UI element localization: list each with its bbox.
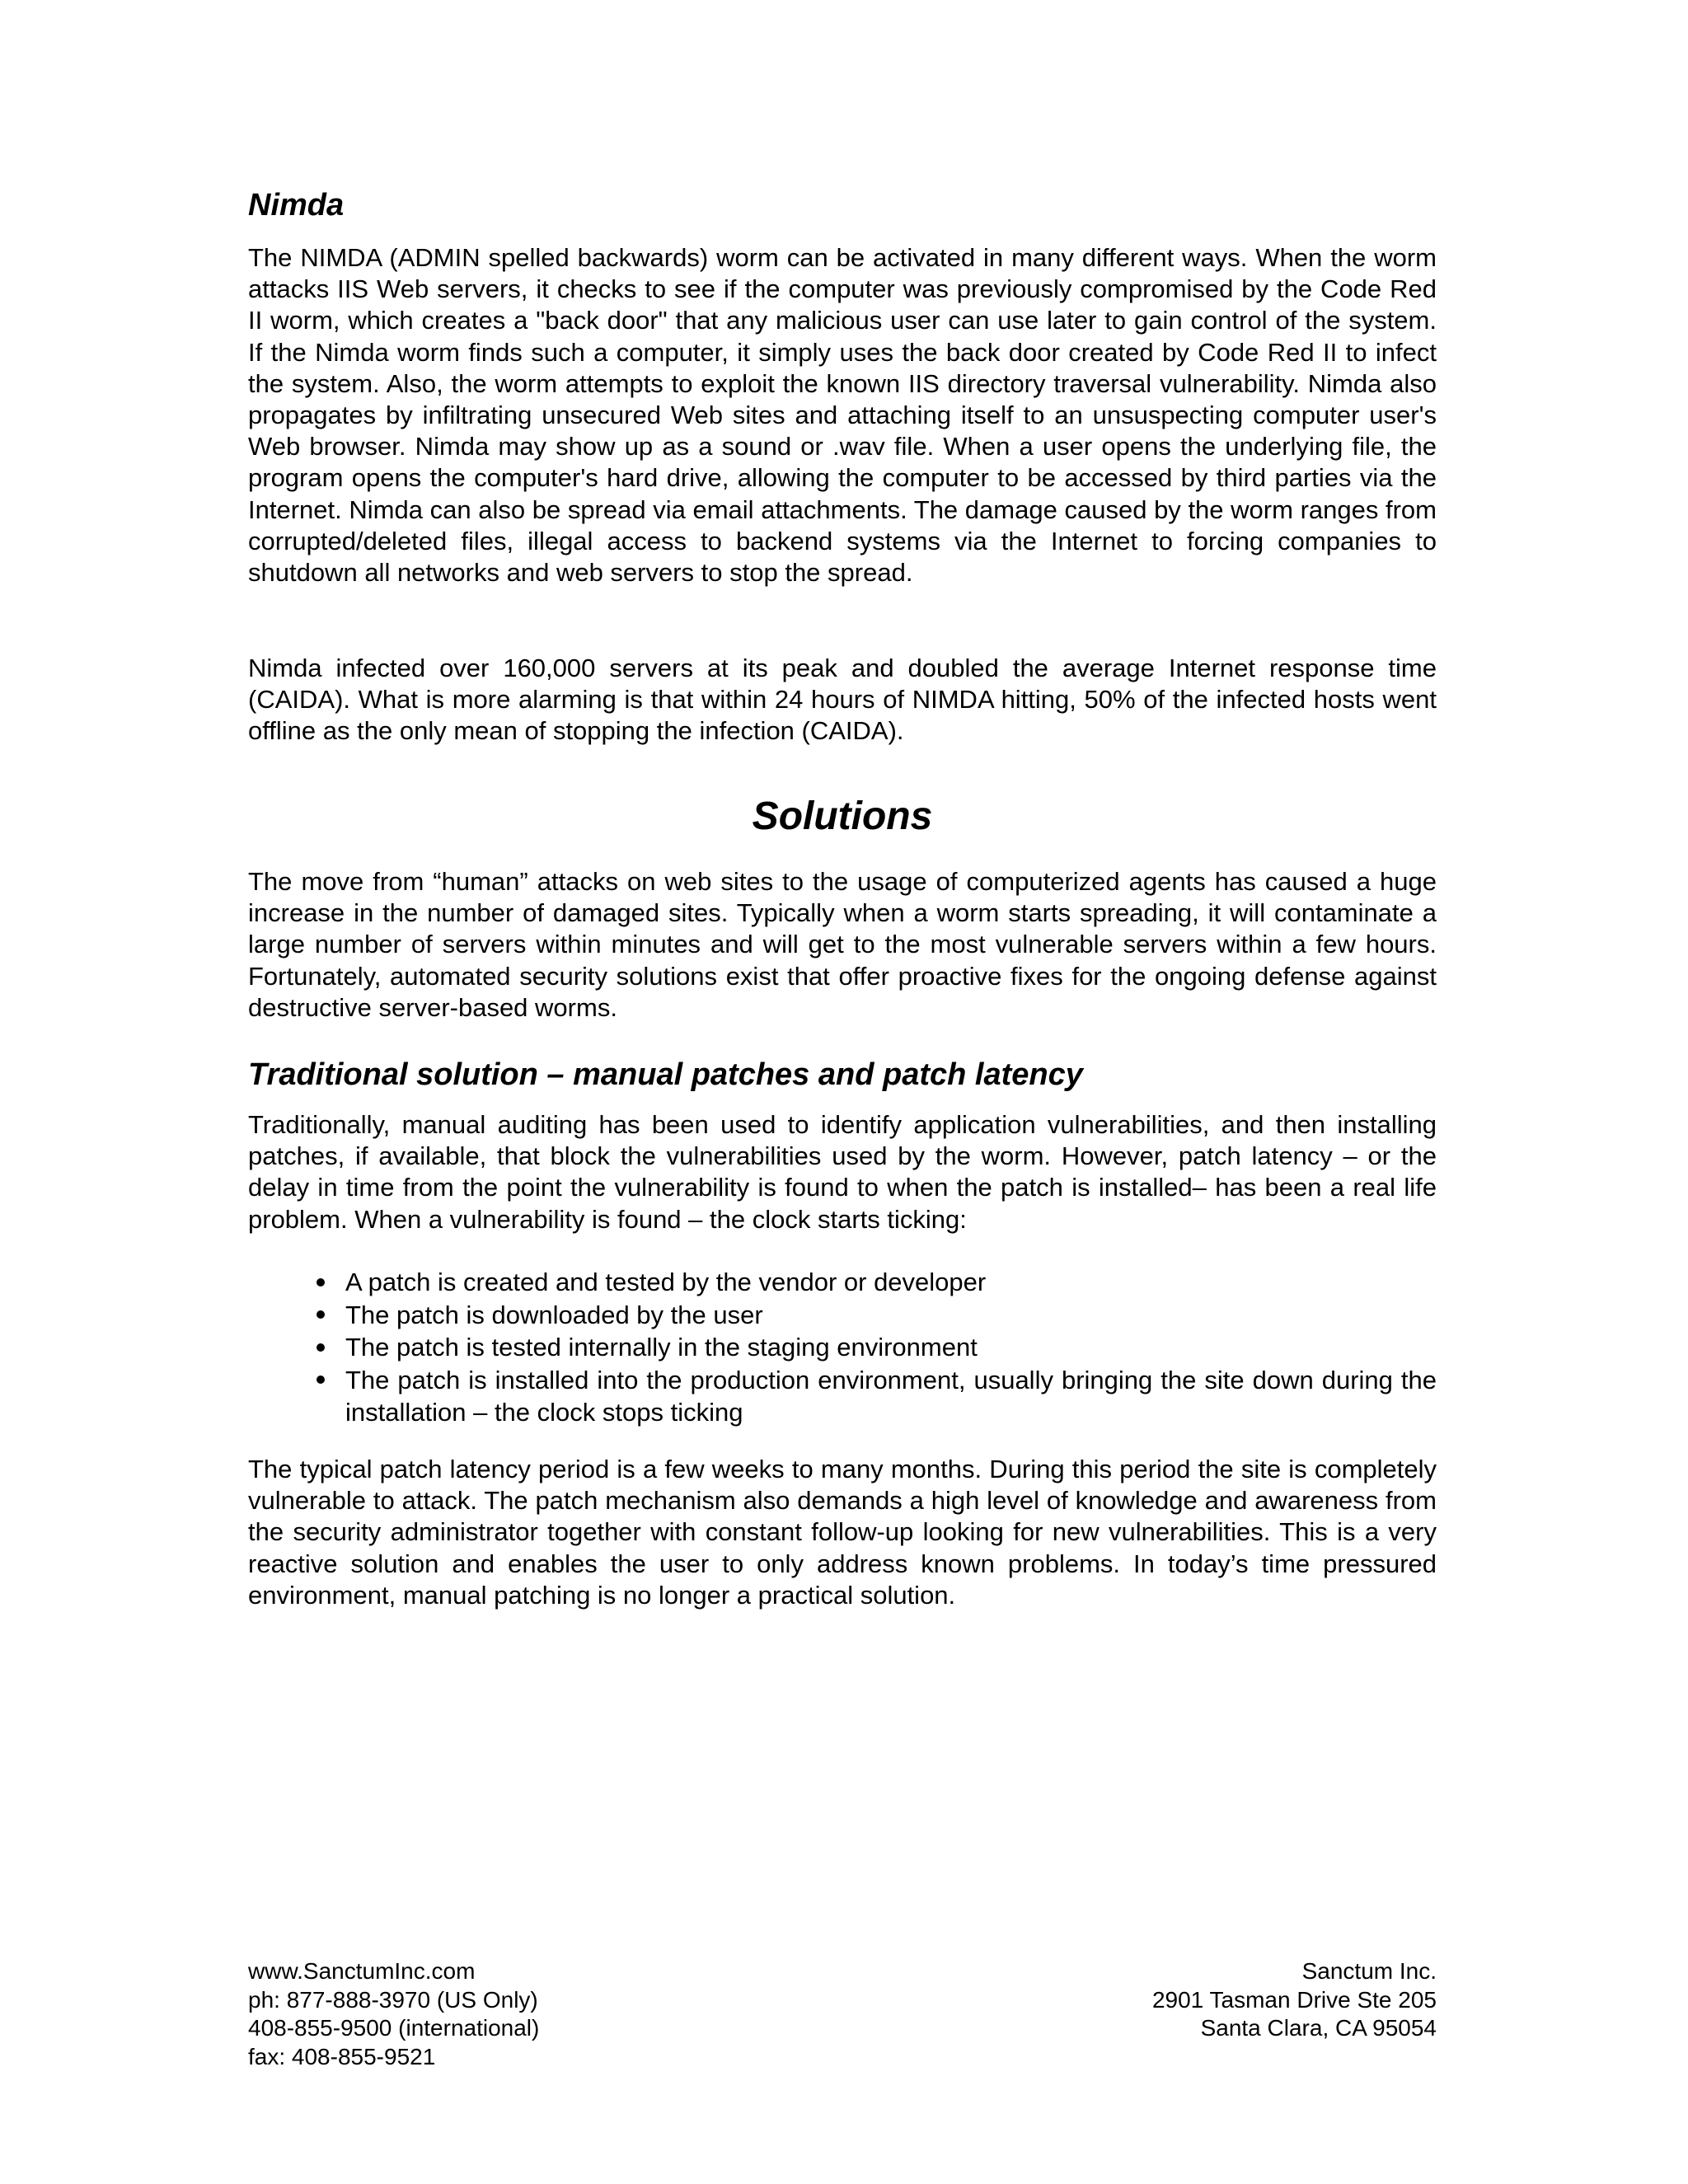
footer-contact bbox=[248, 1957, 539, 2071]
footer-fax: fax: 408-855-9521 bbox=[248, 2043, 436, 2069]
footer-address bbox=[1152, 1957, 1437, 2043]
footer-phone-international: 408-855-9500 (international) bbox=[248, 2015, 540, 2041]
bullet-icon bbox=[312, 1331, 329, 1364]
solutions-intro-paragraph: The move from “human” attacks on web sites to the usage of computerized agents has caused a huge increase in the number of damaged sites. Typically when a worm starts spreading, it will contaminate a large number of servers within minutes and will get to the most vulnerable servers within a few hours. Fortunately, automated security solutions exist that offer proactive fixes for the ongoing defense against destructive server-based worms. bbox=[248, 867, 1437, 1022]
list-item bbox=[248, 1331, 1437, 1364]
list-item-text: The patch is tested internally in the staging environment bbox=[345, 1333, 978, 1361]
traditional-paragraph-1: Traditionally, manual auditing has been used to identify application vulnerabilities, and then installing patches, if available, that block the vulnerabilities used by the worm. However, patch latency – or the delay in time from the point the vulnerability is found to when the patch is installed– has been a real life problem. When a vulnerability is found – the clock starts ticking: bbox=[248, 1110, 1437, 1234]
list-item-text: The patch is installed into the production environment, usually bringing the site down during the installation – the clock stops ticking bbox=[345, 1365, 1437, 1427]
list-item bbox=[248, 1299, 1437, 1332]
footer-street-address: 2901 Tasman Drive Ste 205 bbox=[1151, 1986, 1437, 2013]
bullet-icon bbox=[312, 1299, 329, 1332]
patch-steps-list bbox=[248, 1266, 1437, 1429]
footer-website-link[interactable]: www.SanctumInc.com bbox=[248, 1958, 476, 1984]
nimda-paragraph-2: Nimda infected over 160,000 servers at its peak and doubled the average Internet response time (CAIDA). What is more alarming is that within 24 hours of NIMDA hitting, 50% of the infected hosts went offline as the only mean of stopping the infection (CAIDA). bbox=[248, 654, 1437, 746]
section-heading-traditional-solution: Traditional solution – manual patches and patch latency bbox=[248, 1057, 1083, 1092]
footer-company-name: Sanctum Inc. bbox=[1301, 1958, 1437, 1984]
footer-city-state-zip: Santa Clara, CA 95054 bbox=[1200, 2015, 1437, 2041]
traditional-paragraph-2: The typical patch latency period is a few weeks to many months. During this period the site is completely vulnerable to attack. The patch mechanism also demands a high level of knowledge and awareness from the security administrator together with constant follow-up looking for new vulnerabilities. This is a very reactive solution and enables the user to only address known problems. In today’s time pressured environment, manual patching is no longer a practical solution. bbox=[248, 1455, 1437, 1610]
nimda-paragraph-1: The NIMDA (ADMIN spelled backwards) worm can be activated in many different ways. When the worm attacks IIS Web servers, it checks to see if the computer was previously compromised by the Code Red II worm, which creates a "back door" that any malicious user can use later to gain control of the system. If the Nimda worm finds such a computer, it simply uses the back door created by Code Red II to infect the system. Also, the worm attempts to exploit the known IIS directory traversal vulnerability. Nimda also propagates by infiltrating unsecured Web sites and attaching itself to an unsuspecting computer user's Web browser. Nimda may show up as a sound or .wav file. When a user opens the underlying file, the program opens the computer's hard drive, allowing the computer to be accessed by third parties via the Internet. Nimda can also be spread via email attachments. The damage caused by the worm ranges from corrupted/deleted files, illegal access to backend systems via the Internet to forcing companies to shutdown all networks and web servers to stop the spread. bbox=[248, 243, 1437, 588]
section-heading-solutions: Solutions bbox=[752, 794, 933, 838]
footer-phone-us: ph: 877-888-3970 (US Only) bbox=[248, 1986, 538, 2013]
list-item-text: A patch is created and tested by the vendor or developer bbox=[345, 1268, 987, 1296]
list-item-text: The patch is downloaded by the user bbox=[345, 1300, 763, 1329]
bullet-icon bbox=[312, 1364, 329, 1397]
section-heading-nimda: Nimda bbox=[248, 188, 345, 223]
list-item bbox=[248, 1364, 1437, 1429]
list-item bbox=[248, 1266, 1437, 1299]
bullet-icon bbox=[312, 1266, 329, 1299]
document-page bbox=[248, 0, 1437, 2184]
